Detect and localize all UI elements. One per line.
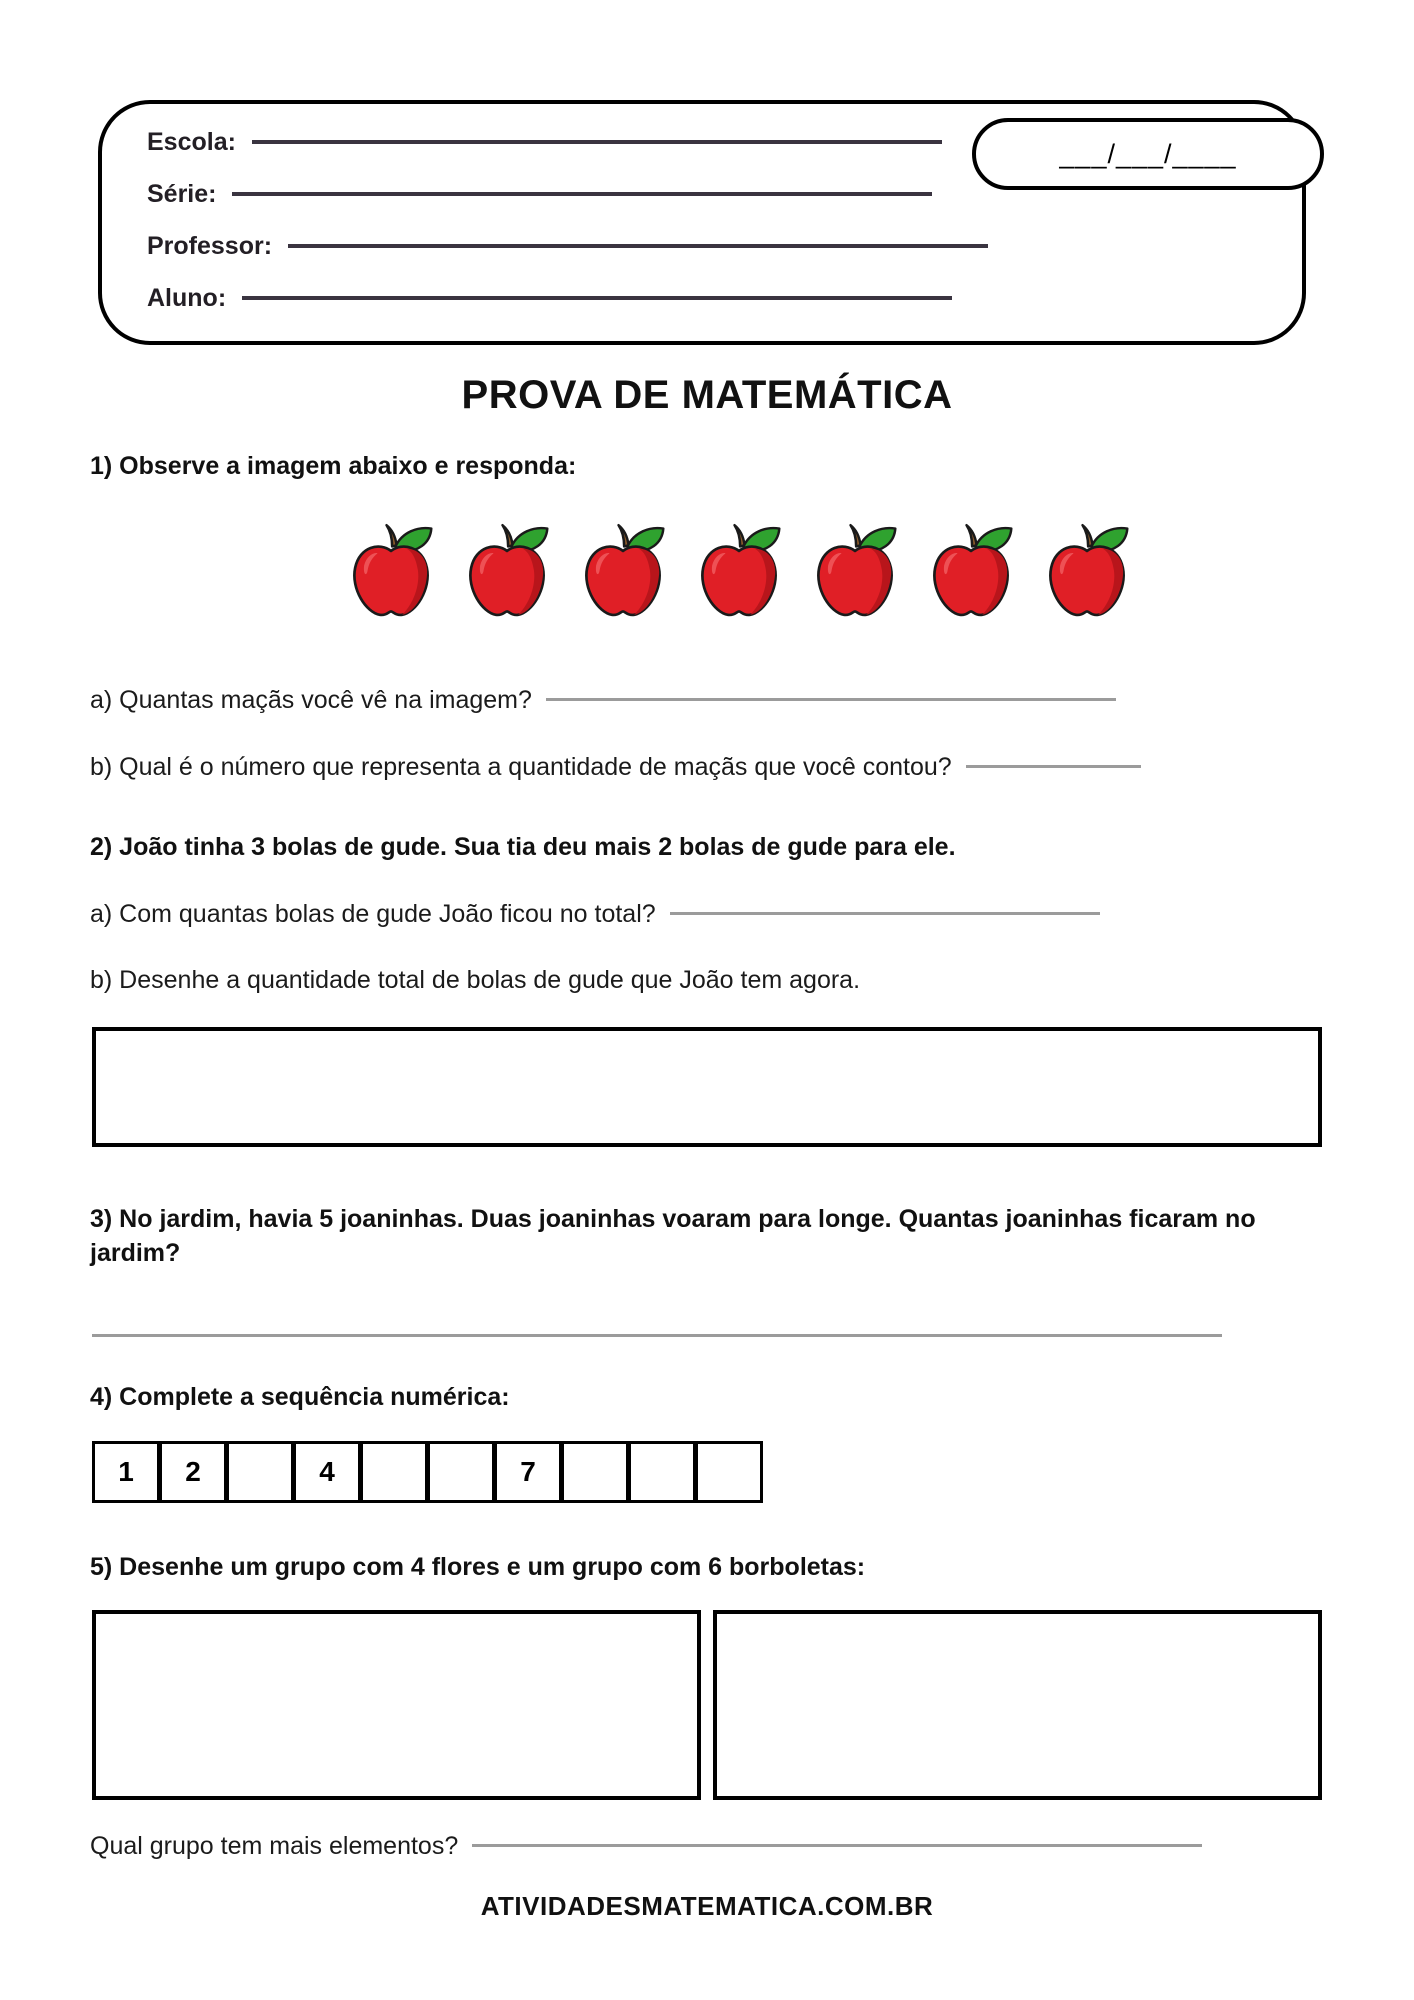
- answer-line-2a[interactable]: [670, 912, 1100, 915]
- question-5-footer-row: [90, 1830, 1324, 1864]
- question-1b-text: b) Qual é o número que representa a quantidade de maçãs que você contou?: [90, 753, 952, 781]
- apple-icon: [335, 514, 447, 626]
- field-row-aluno: [102, 284, 1302, 336]
- answer-line-5[interactable]: [472, 1844, 1202, 1847]
- answer-line-1b[interactable]: [966, 765, 1141, 768]
- site-footer: ATIVIDADESMATEMATICA.COM.BR: [480, 1891, 934, 1921]
- answer-line-1a[interactable]: [546, 698, 1116, 701]
- apple-icon: [799, 514, 911, 626]
- question-2-prompt: 2) João tinha 3 bolas de gude. Sua tia deu mais 2 bolas de gude para ele.: [90, 832, 956, 861]
- sequence-cell[interactable]: 2: [159, 1441, 227, 1503]
- question-3-prompt: 3) No jardim, havia 5 joaninhas. Duas joaninhas voaram para longe. Quantas joaninhas ficaram no jardim?: [90, 1205, 1256, 1267]
- student-info-box: [98, 100, 1306, 345]
- field-row-professor: [102, 232, 1302, 284]
- apple-icon: [567, 514, 679, 626]
- drawing-area-question-2[interactable]: [92, 1027, 1322, 1147]
- question-2a-text: a) Com quantas bolas de gude João ficou no total?: [90, 900, 656, 928]
- drawing-area-flowers[interactable]: [92, 1610, 701, 1800]
- sequence-cell[interactable]: [226, 1441, 294, 1503]
- label-serie: Série:: [147, 180, 217, 208]
- input-line-escola[interactable]: [252, 140, 942, 144]
- date-field[interactable]: ___/___/____: [972, 118, 1324, 190]
- question-1a-row: [90, 684, 1324, 718]
- question-5-footer-text: Qual grupo tem mais elementos?: [90, 1832, 459, 1860]
- question-2a-row: [90, 898, 1324, 932]
- answer-line-3[interactable]: [92, 1334, 1222, 1337]
- input-line-professor[interactable]: [288, 244, 988, 248]
- sequence-cell[interactable]: [695, 1441, 763, 1503]
- drawing-areas-question-5: [92, 1610, 1324, 1800]
- label-aluno: Aluno:: [147, 284, 227, 312]
- question-2b-text: b) Desenhe a quantidade total de bolas de gude que João tem agora.: [90, 965, 861, 994]
- page-title: PROVA DE MATEMÁTICA: [461, 373, 953, 417]
- apples-illustration: [335, 508, 1324, 626]
- sequence-cell[interactable]: [561, 1441, 629, 1503]
- question-5-prompt: 5) Desenhe um grupo com 4 flores e um grupo com 6 borboletas:: [90, 1552, 866, 1581]
- input-line-aluno[interactable]: [242, 296, 952, 300]
- apple-icon: [1031, 514, 1143, 626]
- apple-icon: [451, 514, 563, 626]
- sequence-cell[interactable]: [360, 1441, 428, 1503]
- question-1a-text: a) Quantas maçãs você vê na imagem?: [90, 685, 532, 714]
- number-sequence-row: [92, 1441, 1324, 1503]
- question-1-prompt: 1) Observe a imagem abaixo e responda:: [90, 452, 577, 480]
- apple-icon: [683, 514, 795, 626]
- label-professor: Professor:: [147, 232, 273, 260]
- sequence-cell[interactable]: 1: [92, 1441, 160, 1503]
- input-line-serie[interactable]: [232, 192, 932, 196]
- question-1b-row: [90, 751, 1324, 785]
- sequence-cell[interactable]: [628, 1441, 696, 1503]
- sequence-cell[interactable]: [427, 1441, 495, 1503]
- apple-icon: [915, 514, 1027, 626]
- question-4-prompt: 4) Complete a sequência numérica:: [90, 1383, 510, 1411]
- drawing-area-butterflies[interactable]: [713, 1610, 1322, 1800]
- sequence-cell[interactable]: 7: [494, 1441, 562, 1503]
- sequence-cell[interactable]: 4: [293, 1441, 361, 1503]
- label-escola: Escola:: [147, 128, 236, 156]
